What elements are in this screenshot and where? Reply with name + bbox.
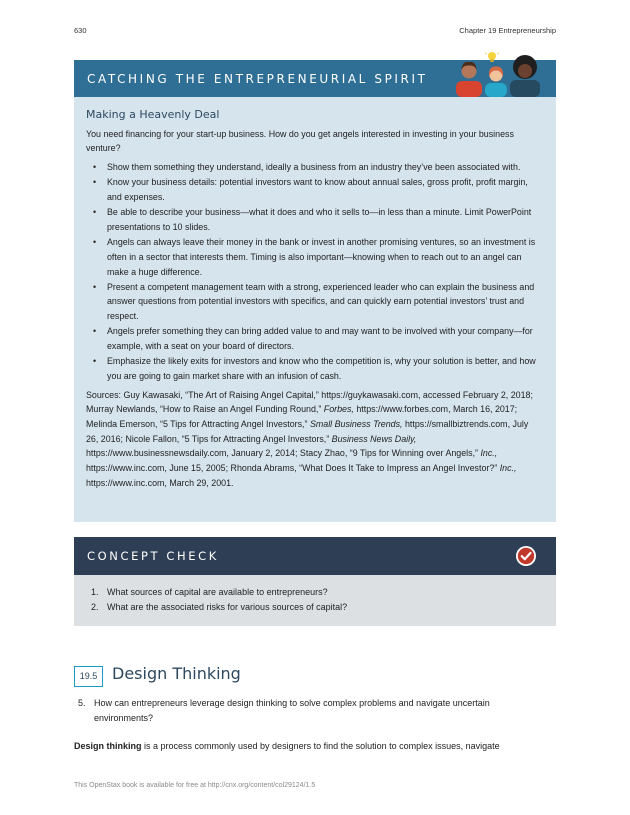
feature-intro: You need financing for your start-up business. How do you get angels interested in investing in your business venture? — [86, 128, 514, 154]
list-item-text: Emphasize the likely exits for investors and know who the competition is, why your solution is better, and how you are going to gain market share with an infusion of cash. — [107, 356, 536, 381]
objective-number: 5. — [78, 698, 86, 708]
list-item: • Angels can always leave their money in the bank or invest in another promising ventures, so an investment is often in a sector that interests them. Timing is also important—knowing when to reach out to an angel can make a huge difference. — [93, 237, 536, 277]
objective-text: How can entrepreneurs leverage design thinking to solve complex problems and navigate uncertain environments? — [94, 698, 490, 723]
feature-box — [74, 60, 556, 522]
list-item-text: Present a competent management team with a strong, experienced leader who can explain the business and answer questions from potential investors with specifics, and can quickly earn potential investors’ trust and respect. — [107, 281, 535, 322]
list-item: • Know your business details: potential investors want to know about annual sales, gross profit, profit margin, and expenses. — [93, 177, 528, 203]
key-term: Design thinking — [74, 741, 142, 751]
concept-questions — [74, 575, 556, 615]
feature-banner — [74, 60, 556, 97]
entrepreneurs-lightbulb-icon — [454, 50, 544, 97]
list-item: • Angels prefer something they can bring added value to and may want to be involved with your company—for example, with a seat on your board of directors. — [93, 326, 533, 352]
concept-check-box — [74, 537, 556, 626]
chapter-title: Chapter 19 Entrepreneurship — [459, 26, 556, 35]
sources-citation: Sources: Guy Kawasaki, “The Art of Raising Angel Capital,” https://guykawasaki.com, accessed February 2, 2018; Murray Newlands, “How to Raise an Angel Funding Round,” Forbes, https://www.forbes.com, March 16, 2017; Melinda Emerson, “5 Tips for Attracting Angel Investors,” Small Business Trends, https://smallbiztrends.com, July 26, 2016; Nicole Fallon, “5 Tips for Attracting Angel Investors,” Business News Daily, https://www.businessnewsdaily.com, January 2, 2014; Stacy Zhao, “9 Tips for Winning over Angels,” Inc., https://www.inc.com, June 15, 2005; Rhonda Abrams, “What Does It Take to Impress an Angel Investor?” Inc., https://www.inc.com, March 29, 2001. — [86, 389, 533, 488]
page-footer: This OpenStax book is available for free at http://cnx.org/content/col29124/1.5 — [74, 782, 316, 789]
list-item-text: Know your business details: potential investors want to know about annual sales, gross profit, profit margin, and expenses. — [107, 177, 528, 203]
section-number: 19.5 — [74, 666, 103, 687]
checkmark-icon — [516, 546, 536, 566]
list-item-text: Angels can always leave their money in the bank or invest in another promising ventures, so an investment is often in a sector that interests them. Timing is also important—knowing when to reach out to an angel can make a huge difference. — [107, 237, 536, 277]
feature-banner-title: CATCHING THE ENTREPRENEURIAL SPIRIT — [87, 72, 428, 86]
body-paragraph: Design thinking is a process commonly used by designers to find the solution to complex issues, navigate — [74, 741, 500, 751]
list-item: • Show them something they understand, ideally a business from an industry they’ve been associated with. — [93, 162, 521, 173]
list-item-text: Angels prefer something they can bring added value to and may want to be involved with your company—for example, with a seat on your board of directors. — [107, 326, 533, 352]
list-item: 2. What are the associated risks for various sources of capital? — [91, 602, 348, 612]
list-item: • Present a competent management team with a strong, experienced leader who can explain the business and answer questions from potential investors with specifics, and can quickly earn potential investors’ trust and respect. — [93, 281, 535, 322]
concept-check-title: CONCEPT CHECK — [87, 549, 219, 563]
concept-check-banner — [74, 537, 556, 575]
page-header — [74, 26, 556, 38]
list-item: 1. What sources of capital are available to entrepreneurs? — [91, 587, 328, 597]
list-item-text: Show them something they understand, ideally a business from an industry they’ve been associated with. — [107, 162, 521, 173]
tips-list — [86, 160, 543, 384]
page-number: 630 — [74, 26, 87, 35]
list-item-text: Be able to describe your business—what it does and who it sells to—in less than a minute. Limit PowerPoint presentations to 10 slides. — [107, 207, 532, 232]
list-item: • Emphasize the likely exits for investors and know who the competition is, why your solution is better, and how you are going to gain market share with an infusion of cash. — [93, 356, 536, 381]
list-item: • Be able to describe your business—what it does and who it sells to—in less than a minute. Limit PowerPoint presentations to 10 slides. — [93, 207, 532, 232]
feature-heading: Making a Heavenly Deal — [86, 108, 220, 121]
section-title: Design Thinking — [112, 664, 241, 683]
learning-objective — [78, 696, 548, 725]
